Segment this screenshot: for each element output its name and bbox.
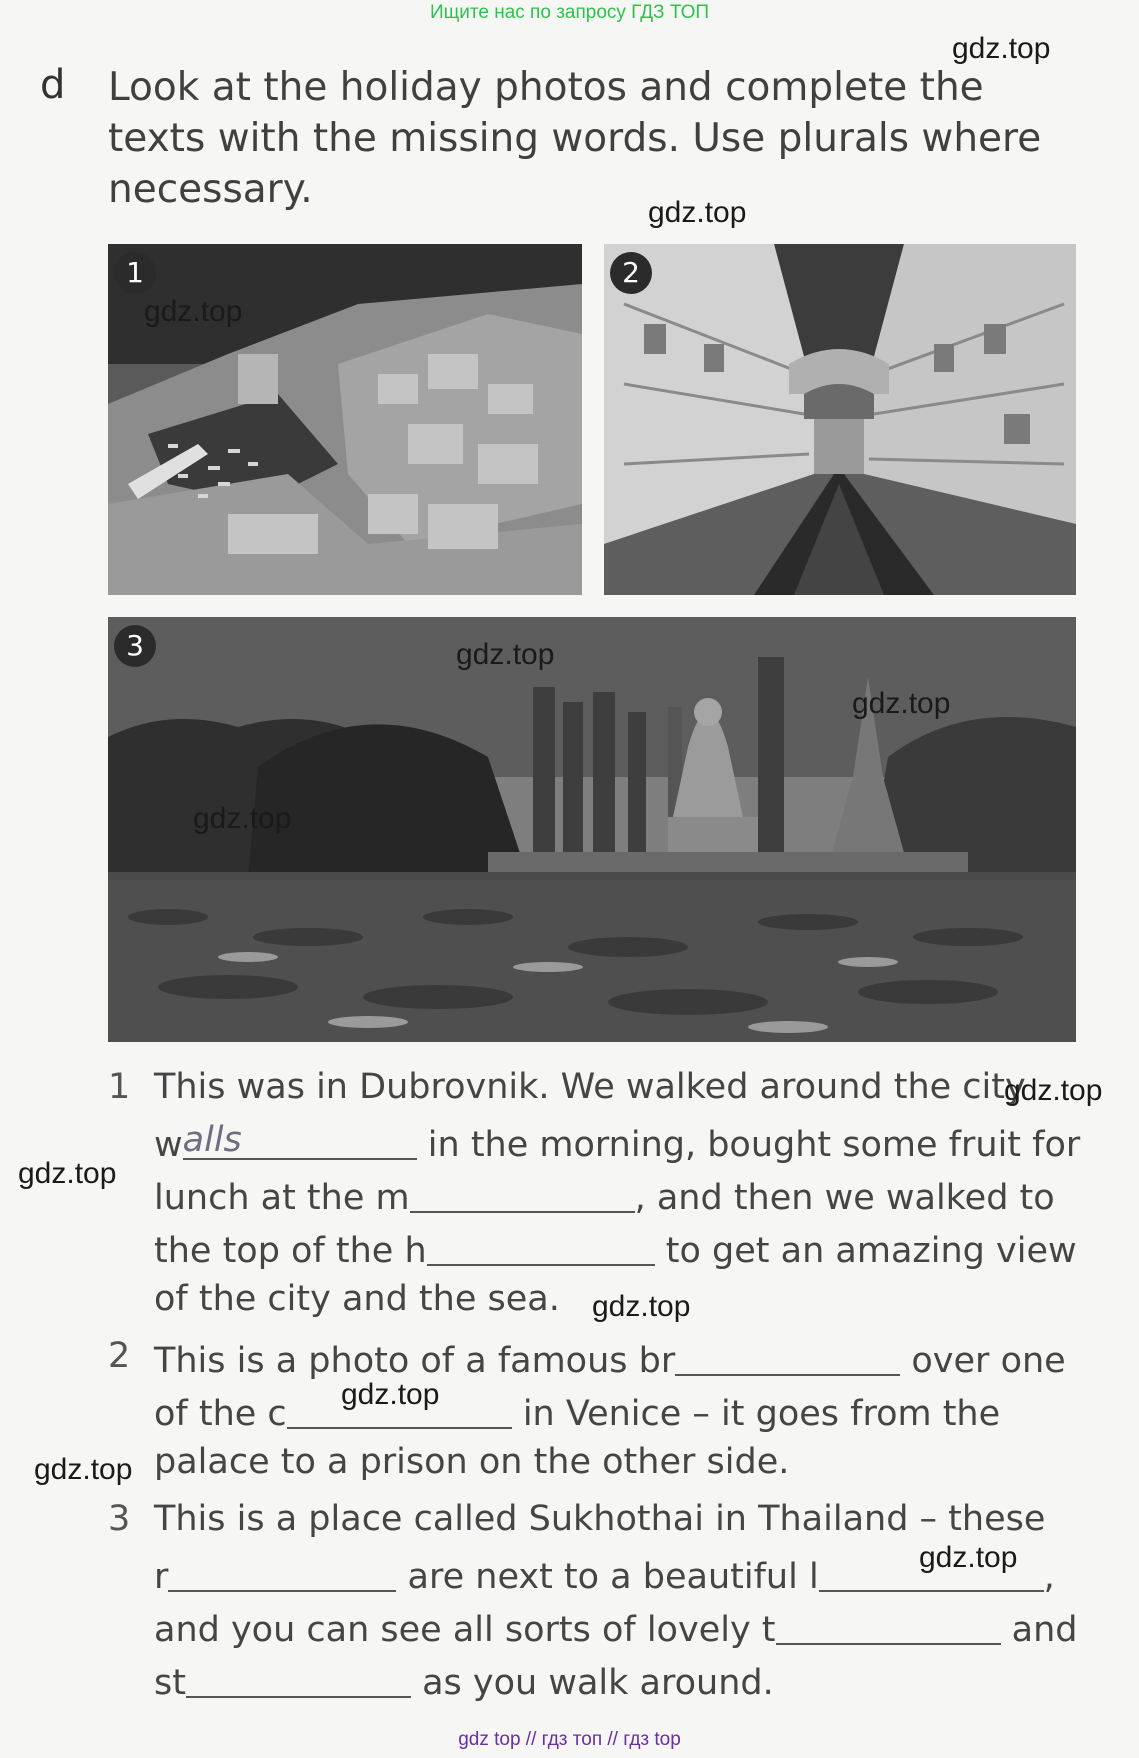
text: over one (911, 1341, 1066, 1381)
item3-line1 (154, 1499, 1045, 1539)
watermark: gdz.top (144, 295, 243, 328)
watermark: gdz.top (341, 1378, 440, 1411)
text: and you can see all sorts of lovely t (154, 1610, 776, 1650)
item-number: 1 (108, 1067, 131, 1107)
photo-venice-image (604, 244, 1076, 595)
watermark: gdz.top (648, 196, 747, 229)
item1-line3 (154, 1173, 1055, 1218)
watermark: gdz.top (18, 1157, 117, 1190)
watermark: gdz.top (1004, 1074, 1103, 1107)
handwritten-answer: alls (182, 1120, 242, 1160)
text: are next to a beautiful l (407, 1557, 819, 1597)
item1-line5 (154, 1279, 560, 1319)
photo-number-badge: 1 (114, 252, 156, 294)
text: This is a photo of a famous br (154, 1341, 676, 1381)
text: to get an amazing view (665, 1231, 1077, 1271)
answer-blank[interactable] (168, 1556, 396, 1592)
item-number: 3 (108, 1499, 131, 1539)
text: This is a place called Sukhothai in Thailand – these (154, 1499, 1046, 1539)
answer-blank[interactable] (675, 1340, 900, 1376)
answer-prefix: w (154, 1125, 183, 1165)
text: and (1011, 1610, 1078, 1650)
answer-blank[interactable] (776, 1609, 1001, 1645)
top-banner: Ищите нас по запросу ГДЗ ТОП (429, 2, 710, 23)
answer-blank[interactable] (410, 1177, 635, 1213)
photo-venice (604, 244, 1076, 595)
item1-line2 (154, 1120, 1080, 1165)
item3-line4 (154, 1658, 774, 1703)
text: r (154, 1557, 169, 1597)
watermark: gdz.top (592, 1290, 691, 1323)
item2-line2 (154, 1389, 1000, 1434)
text: This was in Dubrovnik. We walked around the city (154, 1067, 1026, 1107)
watermark: gdz.top (919, 1541, 1018, 1574)
text: in the morning, bought some fruit for (427, 1125, 1081, 1165)
answer-blank[interactable] (186, 1662, 411, 1698)
item3-line3 (154, 1605, 1078, 1650)
text: as you walk around. (422, 1663, 774, 1703)
item2-line3 (154, 1442, 789, 1482)
item1-line1 (154, 1067, 1026, 1107)
text: , and then we walked to (634, 1178, 1055, 1218)
text: in Venice – it goes from the (522, 1394, 1001, 1434)
text: lunch at the m (154, 1178, 410, 1218)
text: of the city and the sea. (154, 1279, 560, 1319)
exercise-instruction: Look at the holiday photos and complete the texts with the missing words. Use plurals where necessary. (108, 65, 1042, 212)
watermark: gdz.top (34, 1453, 133, 1486)
text: st (154, 1663, 186, 1703)
answer-blank[interactable] (182, 1120, 417, 1160)
watermark: gdz.top (852, 687, 951, 720)
watermark: gdz.top (456, 638, 555, 671)
watermark: gdz.top (952, 32, 1051, 65)
photo-number-badge: 2 (610, 252, 652, 294)
text: of the c (154, 1394, 287, 1434)
exercise-letter: d (40, 62, 66, 108)
text: palace to a prison on the other side. (154, 1442, 790, 1482)
bottom-banner: gdz top // гдз топ // гдз top (458, 1729, 681, 1750)
photo-number-badge: 3 (114, 625, 156, 667)
answer-blank[interactable] (427, 1230, 655, 1266)
item-number: 2 (108, 1336, 131, 1376)
text: the top of the h (154, 1231, 427, 1271)
item2-line1 (154, 1336, 1066, 1381)
item1-line4 (154, 1226, 1077, 1271)
watermark: gdz.top (193, 802, 292, 835)
text: , (1043, 1557, 1055, 1597)
